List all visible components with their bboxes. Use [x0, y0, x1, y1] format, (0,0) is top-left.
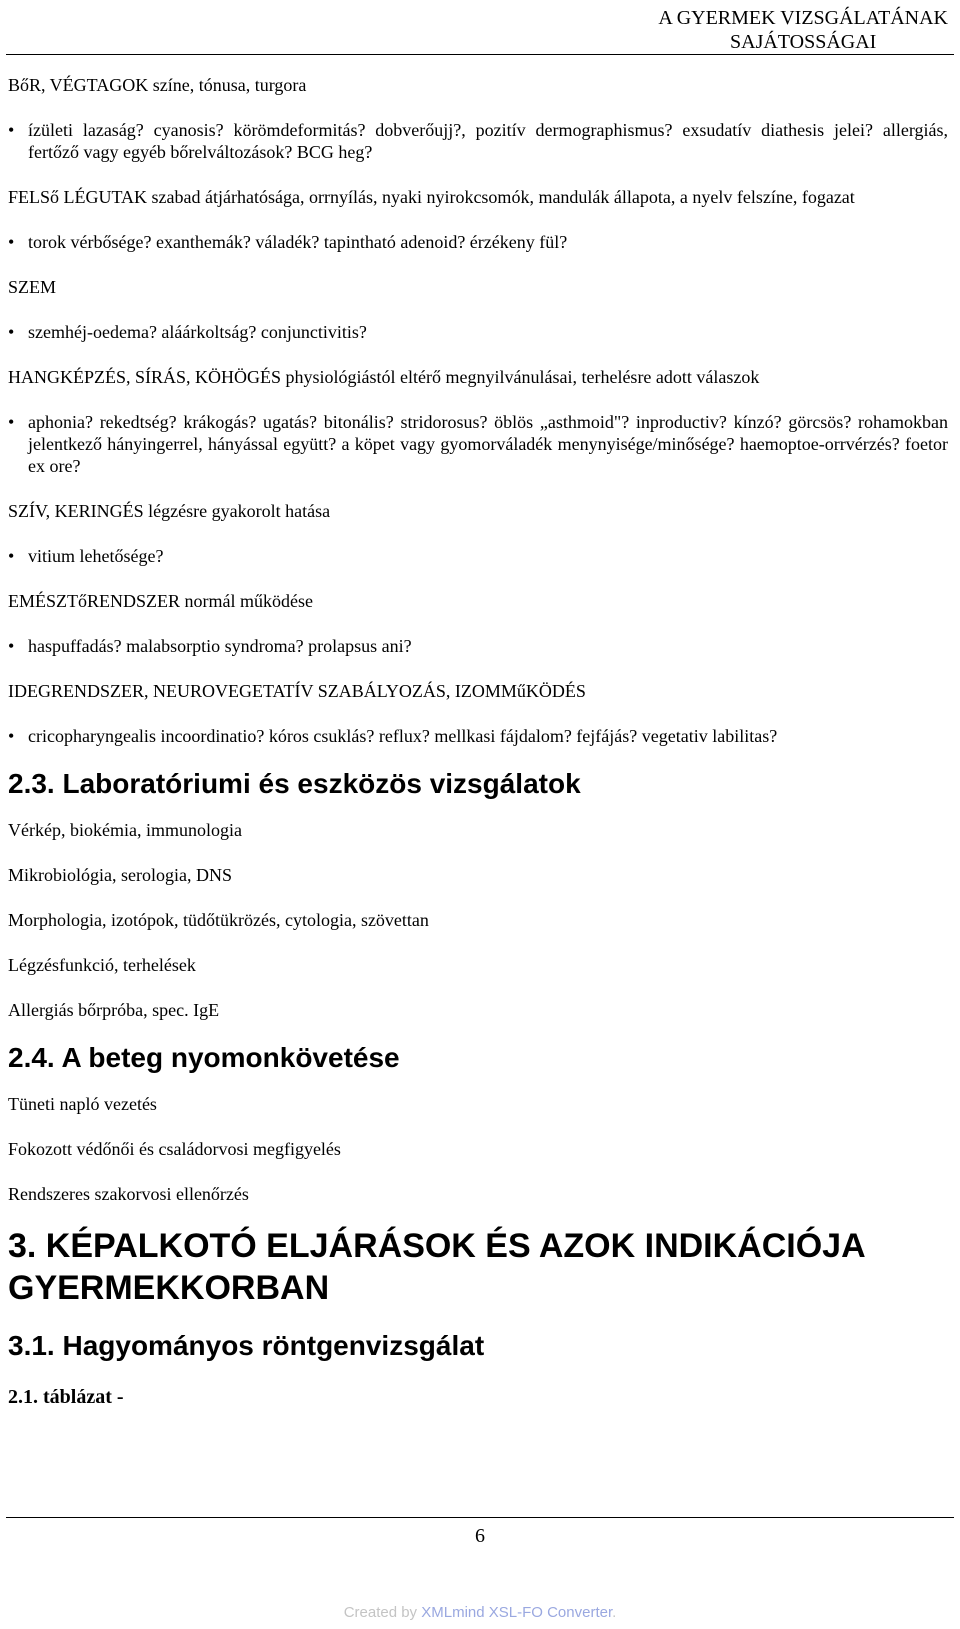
footer-credit-prefix: Created by — [343, 1604, 422, 1621]
heart-heading: SZÍV, KERINGÉS légzésre gyakorolt hatása — [8, 501, 331, 521]
running-header — [658, 6, 948, 54]
list-item — [8, 635, 948, 657]
bullet-icon: • — [8, 412, 15, 432]
skin-heading: BőR, VÉGTAGOK színe, tónusa, turgora — [8, 75, 307, 95]
lab-section-title: 2.3. Laboratóriumi és eszközös vizsgálatok — [8, 768, 581, 799]
nervous-bullets — [8, 725, 948, 747]
list-item-text: aphonia? rekedtség? krákogás? ugatás? bitonális? stridorosus? öblös „asthmoid"? inproductiv? kínzó? görcsös? rohamokban jelentkező hányingerrel, hányással együtt? a köpet vagy gyomorváladék menynyisége/minősége? haemoptoe-orrvérzés? foetor ex ore? — [28, 412, 948, 476]
page-number: 6 — [475, 1525, 485, 1547]
nervous-heading: IDEGRENDSZER, NEUROVEGETATÍV SZABÁLYOZÁS, IZOMMűKÖDÉS — [8, 681, 586, 701]
upper-airways-heading: FELSő LÉGUTAK szabad átjárhatósága, orrnyílás, nyaki nyirokcsomók, mandulák állapota, a nyelv felszíne, fogazat — [8, 187, 855, 207]
upper-airways-bullets — [8, 231, 948, 253]
bullet-icon: • — [8, 322, 15, 342]
running-header-line2: SAJÁTOSSÁGAI — [730, 31, 877, 53]
followup-item: Rendszeres szakorvosi ellenőrzés — [8, 1184, 249, 1204]
followup-section-title: 2.4. A beteg nyomonkövetése — [8, 1042, 400, 1073]
digestive-heading: EMÉSZTőRENDSZER normál működése — [8, 591, 313, 611]
list-item — [8, 119, 948, 163]
list-item-text: torok vérbősége? exanthemák? váladék? tapintható adenoid? érzékeny fül? — [28, 232, 568, 252]
lab-item: Allergiás bőrpróba, spec. IgE — [8, 1000, 220, 1020]
footer-credit-suffix: . — [612, 1604, 617, 1621]
running-header-line1: A GYERMEK VIZSGÁLATÁNAK — [658, 7, 948, 29]
list-item — [8, 545, 948, 567]
bullet-icon: • — [8, 636, 15, 656]
converter-link[interactable]: XMLmind XSL-FO Converter — [421, 1604, 613, 1621]
list-item-text: szemhéj-oedema? aláárkoltság? conjunctivitis? — [28, 322, 367, 342]
lab-item: Morphologia, izotópok, tüdőtükrözés, cytologia, szövettan — [8, 910, 429, 930]
bullet-icon: • — [8, 232, 15, 252]
list-item-text: haspuffadás? malabsorptio syndroma? prolapsus ani? — [28, 636, 412, 656]
list-item — [8, 725, 948, 747]
list-item-text: cricopharyngealis incoordinatio? kóros csuklás? reflux? mellkasi fájdalom? fejfájás? vegetativ labilitas? — [28, 726, 778, 746]
chapter-title: 3. KÉPALKOTÓ ELJÁRÁSOK ÉS AZOK INDIKÁCIÓJA GYERMEKKORBAN — [8, 1227, 865, 1307]
page-content — [8, 74, 948, 1409]
lab-item: Mikrobiológia, serologia, DNS — [8, 865, 232, 885]
table-caption: 2.1. táblázat - — [8, 1386, 124, 1408]
bullet-icon: • — [8, 120, 15, 140]
subsection-title: 3.1. Hagyományos röntgenvizsgálat — [8, 1330, 485, 1361]
voice-bullets — [8, 411, 948, 477]
heart-bullets — [8, 545, 948, 567]
header-rule — [6, 54, 954, 55]
lab-item: Légzésfunkció, terhelések — [8, 955, 196, 975]
footer-credit — [0, 1604, 960, 1622]
eye-heading: SZEM — [8, 277, 57, 297]
list-item-text: ízületi lazaság? cyanosis? körömdeformitás? dobverőujj?, pozitív dermographismus? exsudatív diathesis jelei? allergiás, fertőző vagy egyéb bőrelváltozások? BCG heg? — [28, 120, 948, 162]
list-item-text: vitium lehetősége? — [28, 546, 164, 566]
eye-bullets — [8, 321, 948, 343]
bullet-icon: • — [8, 726, 15, 746]
followup-item: Tüneti napló vezetés — [8, 1094, 157, 1114]
list-item — [8, 231, 948, 253]
lab-item: Vérkép, biokémia, immunologia — [8, 820, 242, 840]
skin-bullets — [8, 119, 948, 163]
digestive-bullets — [8, 635, 948, 657]
voice-heading: HANGKÉPZÉS, SÍRÁS, KÖHÖGÉS physiológiástól eltérő megnyilvánulásai, terhelésre adott válaszok — [8, 367, 760, 387]
footer-rule — [6, 1517, 954, 1518]
followup-item: Fokozott védőnői és családorvosi megfigyelés — [8, 1139, 341, 1159]
list-item — [8, 411, 948, 477]
bullet-icon: • — [8, 546, 15, 566]
list-item — [8, 321, 948, 343]
